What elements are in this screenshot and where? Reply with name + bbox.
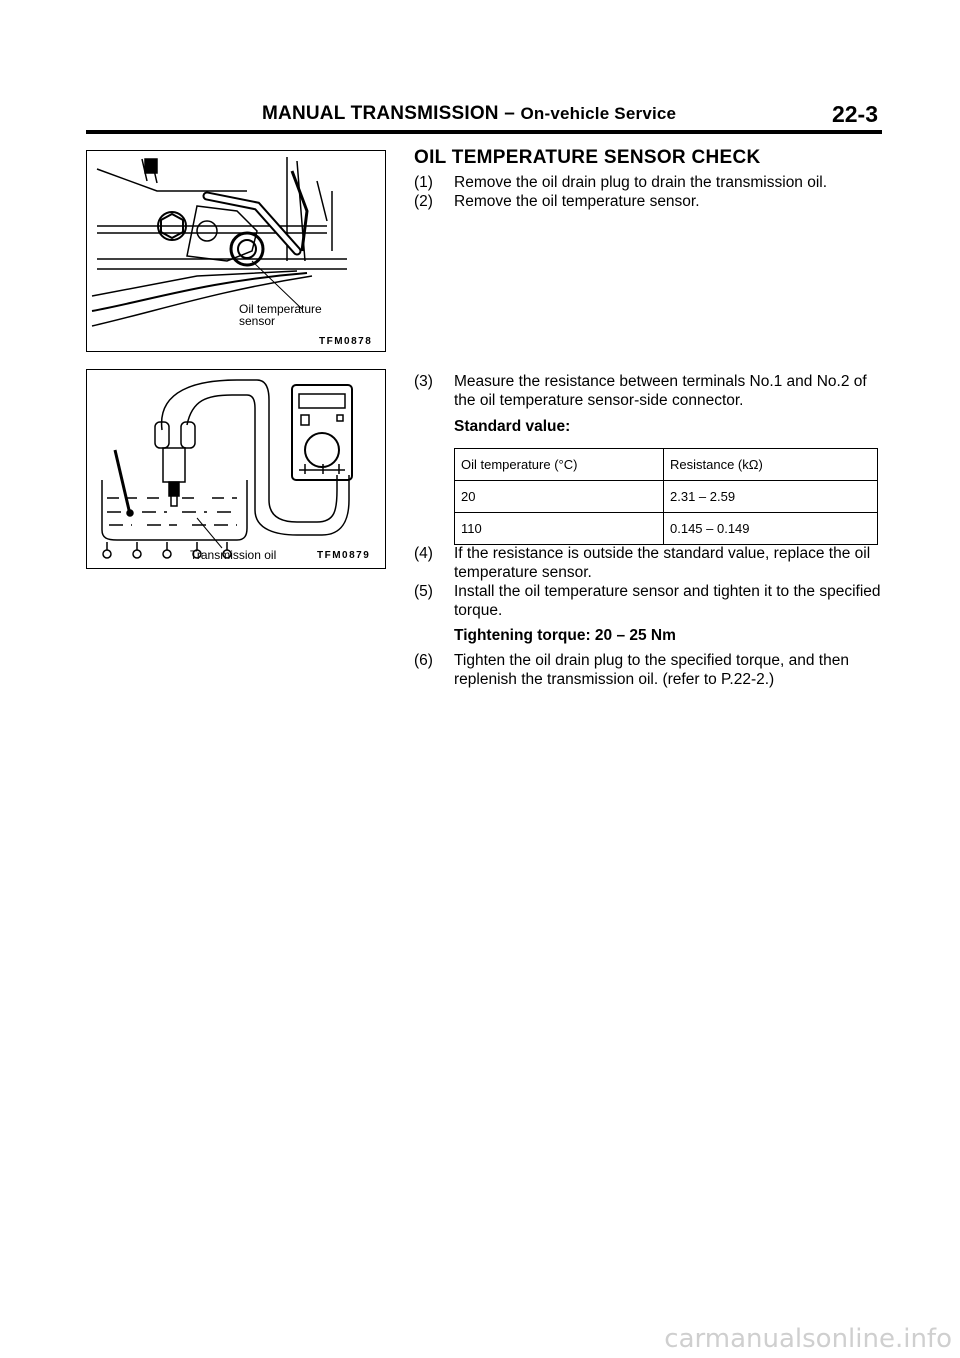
measurement-setup-illustration xyxy=(87,370,385,568)
tightening-torque: Tightening torque: 20 – 25 Nm xyxy=(454,627,676,644)
step-text: Remove the oil temperature sensor. xyxy=(454,193,700,210)
table-header: Oil temperature (°C) xyxy=(455,449,664,481)
table-cell: 0.145 – 0.149 xyxy=(664,513,878,545)
standard-value-table xyxy=(454,448,878,545)
step-2 xyxy=(414,192,884,211)
standard-value-table-wrap xyxy=(414,448,884,545)
step-number: (1) xyxy=(414,174,433,191)
figure-code: TFM0879 xyxy=(317,550,371,561)
step-text: Measure the resistance between terminals No.1 and No.2 of the oil temperature sensor-side connector. xyxy=(454,373,867,409)
step-text: Install the oil temperature sensor and tighten it to the specified torque. xyxy=(454,583,881,619)
table-header-row xyxy=(455,449,878,481)
page-number: 22-3 xyxy=(831,101,878,127)
step-number: (6) xyxy=(414,652,433,669)
step-3 xyxy=(414,372,884,410)
section-title: OIL TEMPERATURE SENSOR CHECK xyxy=(414,147,761,168)
table-cell: 110 xyxy=(455,513,664,545)
header-rule xyxy=(86,130,882,134)
section-content xyxy=(414,148,884,211)
standard-value-label: Standard value: xyxy=(454,418,571,435)
step-text: Tighten the oil drain plug to the specified torque, and then replenish the transmission oil. (refer to P.22-2.) xyxy=(454,652,849,688)
steps-4-6-block xyxy=(414,544,884,689)
table-row xyxy=(455,513,878,545)
figure-code: TFM0878 xyxy=(319,336,373,347)
sensor-location-illustration xyxy=(87,151,385,351)
figure-measurement-setup xyxy=(86,369,386,569)
step-text: If the resistance is outside the standard value, replace the oil temperature sensor. xyxy=(454,545,871,581)
step-1 xyxy=(414,173,884,192)
step-4 xyxy=(414,544,884,582)
step-number: (2) xyxy=(414,193,433,210)
figure-sensor-location xyxy=(86,150,386,352)
step-text: Remove the oil drain plug to drain the transmission oil. xyxy=(454,174,828,191)
header-subtitle: On-vehicle Service xyxy=(520,104,677,123)
step-6 xyxy=(414,651,884,689)
table-cell: 20 xyxy=(455,481,664,513)
step-number: (3) xyxy=(414,373,433,390)
page-header xyxy=(86,103,882,133)
step-number: (5) xyxy=(414,583,433,600)
table-header: Resistance (kΩ) xyxy=(664,449,878,481)
step-number: (4) xyxy=(414,545,433,562)
watermark: carmanualsonline.info xyxy=(664,1324,952,1354)
table-cell: 2.31 – 2.59 xyxy=(664,481,878,513)
caption-oil-temperature-sensor: Oil temperature sensor xyxy=(239,302,322,328)
step-3-block xyxy=(414,372,884,545)
caption-transmission-oil: Transmission oil xyxy=(190,548,277,562)
table-row xyxy=(455,481,878,513)
header-title: MANUAL TRANSMISSION – On-vehicle Service xyxy=(262,103,677,124)
step-5 xyxy=(414,582,884,620)
